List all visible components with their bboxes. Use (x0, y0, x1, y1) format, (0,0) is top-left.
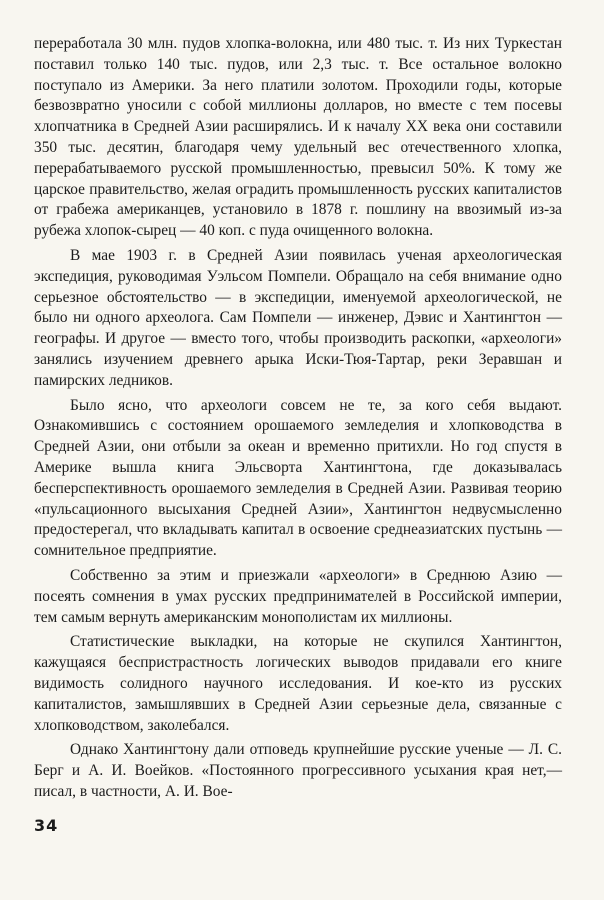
paragraph-cotton-imports: переработала 30 млн. пудов хлопка-волокна, или 480 тыс. т. Из них Туркестан поставил только 140 тыс. пудов, или 2,3 тыс. т. Все остальное волокно поступало из Америки. За него платили золотом. Проходили годы, которые безвозвратно уносили с собой миллионы долларов, но вместе с тем посевы хлопчатника в Средней Азии расширялись. И к началу XX века они составили 350 тыс. десятин, благодаря чему удельный вес отечественного хлопка, перерабатываемого русской промышленностью, превысил 50%. К тому же царское правительство, желая оградить промышленность русских капиталистов от грабежа американцев, установило в 1878 г. пошлину на ввозимый из-за рубежа хлопок-сырец — 40 коп. с пуда очищенного волокна. (34, 35, 562, 240)
paragraph-berg-voeikov: Однако Хантингтону дали отповедь крупнейшие русские ученые — Л. С. Берг и А. И. Воейков. «Постоянного прогрессивного усыхания края нет,— писал, в частности, А. И. Вое- (34, 741, 562, 800)
paragraph-expedition-purpose: Собственно за этим и приезжали «археологи» в Среднюю Азию — посеять сомнения в умах русских предпринимателей в Российской империи, тем самым вернуть американским монополистам их миллионы. (34, 566, 562, 626)
page-number: 34 (34, 816, 59, 835)
paragraph-statistics: Статистические выкладки, на которые не скупился Хантингтон, кажущаяся беспристрастность логических выводов придавали его книге видимость солидного научного исследования. И кое-кто из русских капиталистов, замышлявших в Средней Азии серьезные дела, связанные с хлопководством, заколебался. (34, 633, 562, 734)
paragraph-huntington-book: Было ясно, что археологи совсем не те, за кого себя выдают. Ознакомившись с состоянием орошаемого земледелия и хлопководства в Средней Азии, они отбыли за океан и временно притихли. Но год спустя в Америке вышла книга Эльсворта Хантингтона, где доказывалась бесперспективность орошаемого земледелия в Средней Азии. Развивая теорию «пульсационного высыхания Средней Азии», Хантингтон недвусмысленно предостерегал, что вкладывать капитал в освоение среднеазиатских пустынь — сомнительное предприятие. (34, 396, 562, 560)
paragraph-pumpelly-expedition: В мае 1903 г. в Средней Азии появилась ученая археологическая экспедиция, руководимая Уэльсом Помпели. Обращало на себя внимание одно серьезное обстоятельство — в экспедиции, именуемой археологической, не было ни одного археолога. Сам Помпели — инженер, Дэвис и Хантингтон — географы. И другое — вместо того, чтобы производить раскопки, «археологи» занялись изучением древнего арыка Иски-Тюя-Тартар, реки Зеравшан и памирских ледников. (34, 246, 562, 389)
page-body (34, 34, 562, 807)
